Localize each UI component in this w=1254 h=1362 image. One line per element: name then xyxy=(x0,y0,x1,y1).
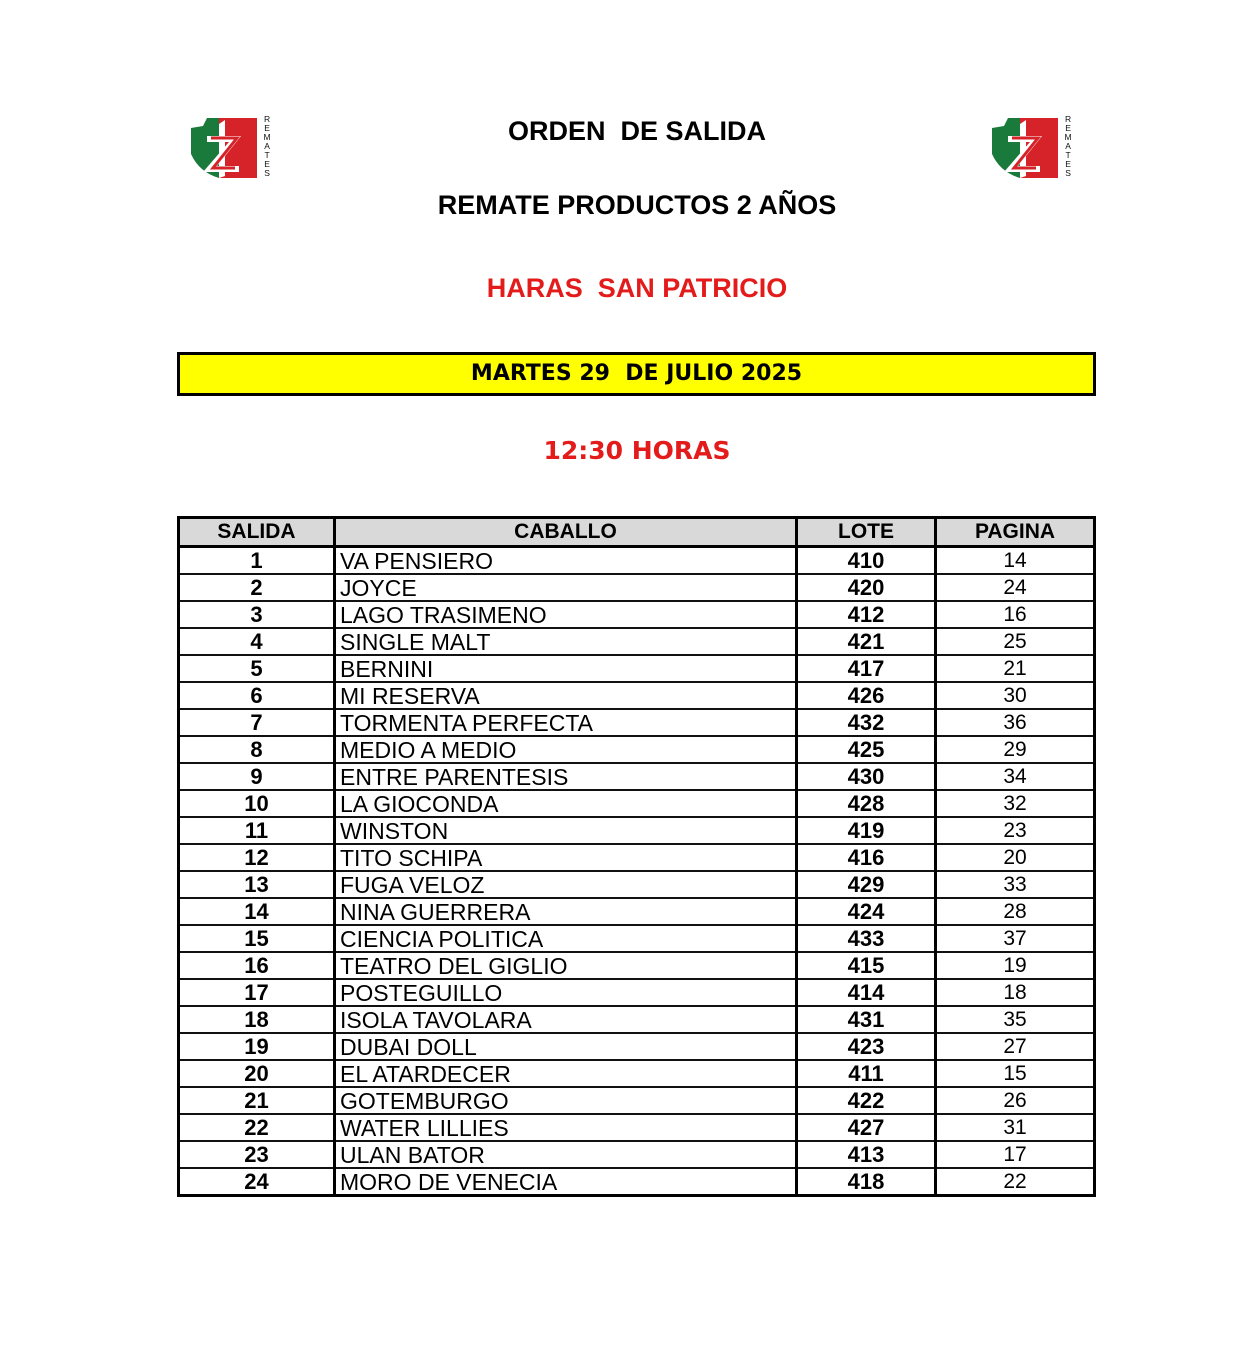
cell-pagina: 37 xyxy=(936,925,1095,952)
table-row xyxy=(179,1141,1095,1168)
column-header-salida: SALIDA xyxy=(179,518,335,547)
cell-caballo: LA GIOCONDA xyxy=(335,790,797,817)
table-row xyxy=(179,844,1095,871)
cell-lote: 430 xyxy=(797,763,936,790)
cell-salida: 9 xyxy=(179,763,335,790)
cell-lote: 427 xyxy=(797,1114,936,1141)
cell-pagina: 14 xyxy=(936,547,1095,575)
cell-salida: 1 xyxy=(179,547,335,575)
cell-pagina: 26 xyxy=(936,1087,1095,1114)
cell-caballo: WATER LILLIES xyxy=(335,1114,797,1141)
cell-salida: 15 xyxy=(179,925,335,952)
cell-pagina: 36 xyxy=(936,709,1095,736)
cell-pagina: 16 xyxy=(936,601,1095,628)
cell-lote: 416 xyxy=(797,844,936,871)
cell-salida: 5 xyxy=(179,655,335,682)
cell-caballo: MI RESERVA xyxy=(335,682,797,709)
cell-salida: 14 xyxy=(179,898,335,925)
cell-caballo: TITO SCHIPA xyxy=(335,844,797,871)
table-row xyxy=(179,1168,1095,1196)
cell-lote: 414 xyxy=(797,979,936,1006)
cell-salida: 12 xyxy=(179,844,335,871)
cell-caballo: LAGO TRASIMENO xyxy=(335,601,797,628)
cell-pagina: 17 xyxy=(936,1141,1095,1168)
cell-salida: 21 xyxy=(179,1087,335,1114)
cell-caballo: MEDIO A MEDIO xyxy=(335,736,797,763)
cell-salida: 16 xyxy=(179,952,335,979)
cell-pagina: 34 xyxy=(936,763,1095,790)
cell-salida: 8 xyxy=(179,736,335,763)
cell-salida: 7 xyxy=(179,709,335,736)
cell-pagina: 29 xyxy=(936,736,1095,763)
cell-pagina: 35 xyxy=(936,1006,1095,1033)
cell-lote: 421 xyxy=(797,628,936,655)
cell-salida: 3 xyxy=(179,601,335,628)
cell-salida: 4 xyxy=(179,628,335,655)
cell-pagina: 24 xyxy=(936,574,1095,601)
column-header-lote: LOTE xyxy=(797,518,936,547)
cell-pagina: 33 xyxy=(936,871,1095,898)
cell-caballo: ENTRE PARENTESIS xyxy=(335,763,797,790)
table-row xyxy=(179,817,1095,844)
auction-time: 12:30 HORAS xyxy=(543,436,731,465)
cell-pagina: 15 xyxy=(936,1060,1095,1087)
auction-date: MARTES 29 DE JULIO 2025 xyxy=(470,361,803,386)
cell-pagina: 27 xyxy=(936,1033,1095,1060)
cell-lote: 412 xyxy=(797,601,936,628)
cell-salida: 22 xyxy=(179,1114,335,1141)
table-row xyxy=(179,763,1095,790)
cell-caballo: SINGLE MALT xyxy=(335,628,797,655)
cell-salida: 10 xyxy=(179,790,335,817)
table-row xyxy=(179,790,1095,817)
table-row xyxy=(179,709,1095,736)
table-row xyxy=(179,925,1095,952)
orden-de-salida-table xyxy=(177,516,1096,1197)
cell-caballo: ULAN BATOR xyxy=(335,1141,797,1168)
table-row xyxy=(179,898,1095,925)
table-row xyxy=(179,1006,1095,1033)
cell-salida: 13 xyxy=(179,871,335,898)
document-subtitle: REMATE PRODUCTOS 2 AÑOS xyxy=(437,190,837,220)
table-row xyxy=(179,871,1095,898)
cell-salida: 6 xyxy=(179,682,335,709)
cell-pagina: 28 xyxy=(936,898,1095,925)
cell-lote: 410 xyxy=(797,547,936,575)
table-row xyxy=(179,1060,1095,1087)
table-row xyxy=(179,952,1095,979)
table-row xyxy=(179,979,1095,1006)
cell-pagina: 20 xyxy=(936,844,1095,871)
cell-caballo: DUBAI DOLL xyxy=(335,1033,797,1060)
cell-lote: 422 xyxy=(797,1087,936,1114)
cell-salida: 18 xyxy=(179,1006,335,1033)
cell-caballo: JOYCE xyxy=(335,574,797,601)
table-row xyxy=(179,655,1095,682)
cell-pagina: 31 xyxy=(936,1114,1095,1141)
cell-caballo: BERNINI xyxy=(335,655,797,682)
cell-caballo: ISOLA TAVOLARA xyxy=(335,1006,797,1033)
logo-label: REMATES xyxy=(262,114,273,177)
cell-caballo: EL ATARDECER xyxy=(335,1060,797,1087)
cell-caballo: VA PENSIERO xyxy=(335,547,797,575)
cell-lote: 418 xyxy=(797,1168,936,1196)
cell-pagina: 30 xyxy=(936,682,1095,709)
date-banner xyxy=(177,352,1096,396)
cell-caballo: POSTEGUILLO xyxy=(335,979,797,1006)
cell-lote: 428 xyxy=(797,790,936,817)
column-header-caballo: CABALLO xyxy=(335,518,797,547)
cell-lote: 425 xyxy=(797,736,936,763)
cell-caballo: MORO DE VENECIA xyxy=(335,1168,797,1196)
cell-lote: 417 xyxy=(797,655,936,682)
cell-lote: 413 xyxy=(797,1141,936,1168)
haras-name: HARAS SAN PATRICIO xyxy=(486,273,788,303)
table-row xyxy=(179,682,1095,709)
cell-lote: 431 xyxy=(797,1006,936,1033)
cell-salida: 2 xyxy=(179,574,335,601)
cell-salida: 11 xyxy=(179,817,335,844)
cell-salida: 20 xyxy=(179,1060,335,1087)
cell-lote: 429 xyxy=(797,871,936,898)
cell-pagina: 18 xyxy=(936,979,1095,1006)
cell-lote: 426 xyxy=(797,682,936,709)
cell-pagina: 21 xyxy=(936,655,1095,682)
logo-label: REMATES xyxy=(1063,114,1074,177)
cell-caballo: TEATRO DEL GIGLIO xyxy=(335,952,797,979)
cell-caballo: NINA GUERRERA xyxy=(335,898,797,925)
table-row xyxy=(179,574,1095,601)
cell-lote: 424 xyxy=(797,898,936,925)
cell-caballo: TORMENTA PERFECTA xyxy=(335,709,797,736)
table-row xyxy=(179,1087,1095,1114)
cell-pagina: 19 xyxy=(936,952,1095,979)
cell-lote: 420 xyxy=(797,574,936,601)
cell-lote: 419 xyxy=(797,817,936,844)
table-row xyxy=(179,601,1095,628)
table-row xyxy=(179,1114,1095,1141)
cell-pagina: 32 xyxy=(936,790,1095,817)
cell-salida: 17 xyxy=(179,979,335,1006)
cell-lote: 415 xyxy=(797,952,936,979)
cell-lote: 411 xyxy=(797,1060,936,1087)
cell-pagina: 25 xyxy=(936,628,1095,655)
cell-lote: 423 xyxy=(797,1033,936,1060)
table-row xyxy=(179,628,1095,655)
cell-salida: 23 xyxy=(179,1141,335,1168)
table-header-row xyxy=(179,518,1095,547)
cell-pagina: 22 xyxy=(936,1168,1095,1196)
cell-caballo: CIENCIA POLITICA xyxy=(335,925,797,952)
cell-caballo: FUGA VELOZ xyxy=(335,871,797,898)
column-header-pagina: PAGINA xyxy=(936,518,1095,547)
table-row xyxy=(179,736,1095,763)
cell-salida: 24 xyxy=(179,1168,335,1196)
cell-lote: 433 xyxy=(797,925,936,952)
cell-caballo: WINSTON xyxy=(335,817,797,844)
cell-caballo: GOTEMBURGO xyxy=(335,1087,797,1114)
cell-lote: 432 xyxy=(797,709,936,736)
cell-pagina: 23 xyxy=(936,817,1095,844)
table-row xyxy=(179,1033,1095,1060)
table-row xyxy=(179,547,1095,575)
document-title: ORDEN DE SALIDA xyxy=(507,116,767,146)
cell-salida: 19 xyxy=(179,1033,335,1060)
